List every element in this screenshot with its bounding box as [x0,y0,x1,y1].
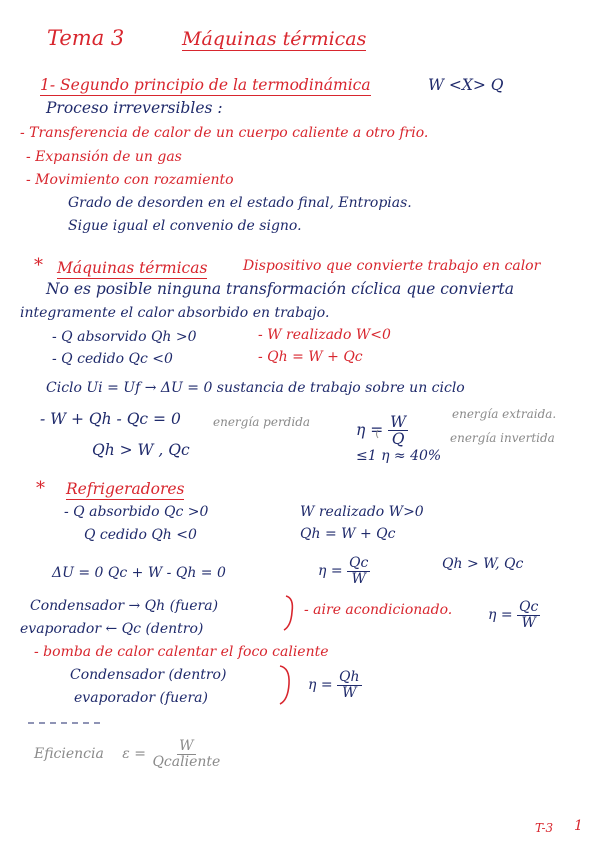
fraction-numerator: W [390,413,407,431]
evaporator-line: evaporador ← Qc (dentro) [20,621,204,637]
bullet-list-item: - Expansión de un gas [26,149,182,165]
arrow-stroke [377,430,379,438]
efficiency-symbol: η = [488,607,513,624]
extracted-energy-note: energía extraida. [452,407,557,421]
sign-convention: Q cedido Qh <0 [84,527,197,543]
fraction-denominator: Qcaliente [152,753,221,770]
condenser-line: Condensador → Qh (fuera) [30,598,219,614]
sign-convention: - Q cedido Qc <0 [52,351,173,367]
bullet-list-item: - Movimiento con rozamiento [26,172,234,188]
bracket-stroke [284,596,292,630]
section3-heading: Refrigeradores [66,480,185,498]
sign-convention: - Qh = W + Qc [258,349,363,365]
heat-pump-label: - bomba de calor calentar el foco caliente [34,644,329,660]
sign-convention: Qh = W + Qc [300,526,396,542]
fraction-denominator: Q [391,430,405,449]
efficiency-symbol: η = [308,677,333,694]
star-marker: * [36,478,45,499]
entropy-note: Grado de desorden en el estado final, Entropias. [68,195,412,211]
air-conditioner-label: - aire acondicionado. [304,602,453,618]
cycle-statement: Ciclo Ui = Uf → ΔU = 0 sustancia de trabajo sobre un ciclo [46,380,465,396]
sign-convention: - Q absorvido Qh >0 [52,329,197,345]
page-number: 1 [574,818,583,834]
footnote-fraction [150,739,222,769]
fraction-numerator: Qc [349,555,369,571]
efficiency-bound: ≤1 η ≈ 40% [356,448,442,464]
section1-side-note: W <X> Q [428,76,504,94]
bullet-list-item: - Transferencia de calor de un cuerpo caliente a otro frio. [20,125,429,141]
section2-heading: Máquinas térmicas [57,259,208,277]
sign-convention: - Q absorbido Qc >0 [64,504,209,520]
invested-energy-note: energía invertida [450,431,555,445]
fraction-numerator: Qc [519,599,539,615]
section2-definition: Dispositivo que convierte trabajo en calor [243,258,541,274]
heat-comparison: Qh > W , Qc [92,441,190,459]
energy-balance: ΔU = 0 Qc + W - Qh = 0 [52,565,226,581]
fraction-denominator: W [342,684,357,701]
efficiency-symbol: η = [356,420,384,439]
fraction-denominator: W [351,570,366,587]
sign-convention: - W realizado W<0 [258,327,391,343]
section1-subheading: Proceso irreversibles : [46,99,223,117]
condenser-line: Condensador (dentro) [70,667,227,683]
fraction-denominator: W [521,614,536,631]
efficiency-symbol: η = [318,563,343,580]
section1-heading: 1- Segundo principio de la termodinámica [40,76,371,94]
star-marker: * [34,255,43,276]
page-title: Máquinas térmicas [182,28,367,50]
fraction-numerator: W [179,738,194,754]
footnote-label: Eficiencia [34,746,104,763]
footnote-symbol: ε = [122,746,146,763]
energy-balance: - W + Qh - Qc = 0 [40,410,181,428]
sign-convention-note: Sigue igual el convenio de signo. [68,218,302,234]
topic-label: Tema 3 [47,26,125,50]
bracket-stroke [280,666,289,704]
evaporator-line: evaporador (fuera) [74,690,208,706]
page-code: T-3 [535,821,554,835]
statement-line: integramente el calor absorbido en trabajo. [20,305,330,321]
lost-energy-note: energía perdida [213,415,311,429]
sign-convention: W realizado W>0 [300,504,424,520]
fraction-numerator: Qh [339,669,360,685]
heat-comparison: Qh > W, Qc [442,556,524,572]
statement-line: No es posible ninguna transformación cíclica que convierta [46,280,514,298]
efficiency-footnote [34,739,222,769]
